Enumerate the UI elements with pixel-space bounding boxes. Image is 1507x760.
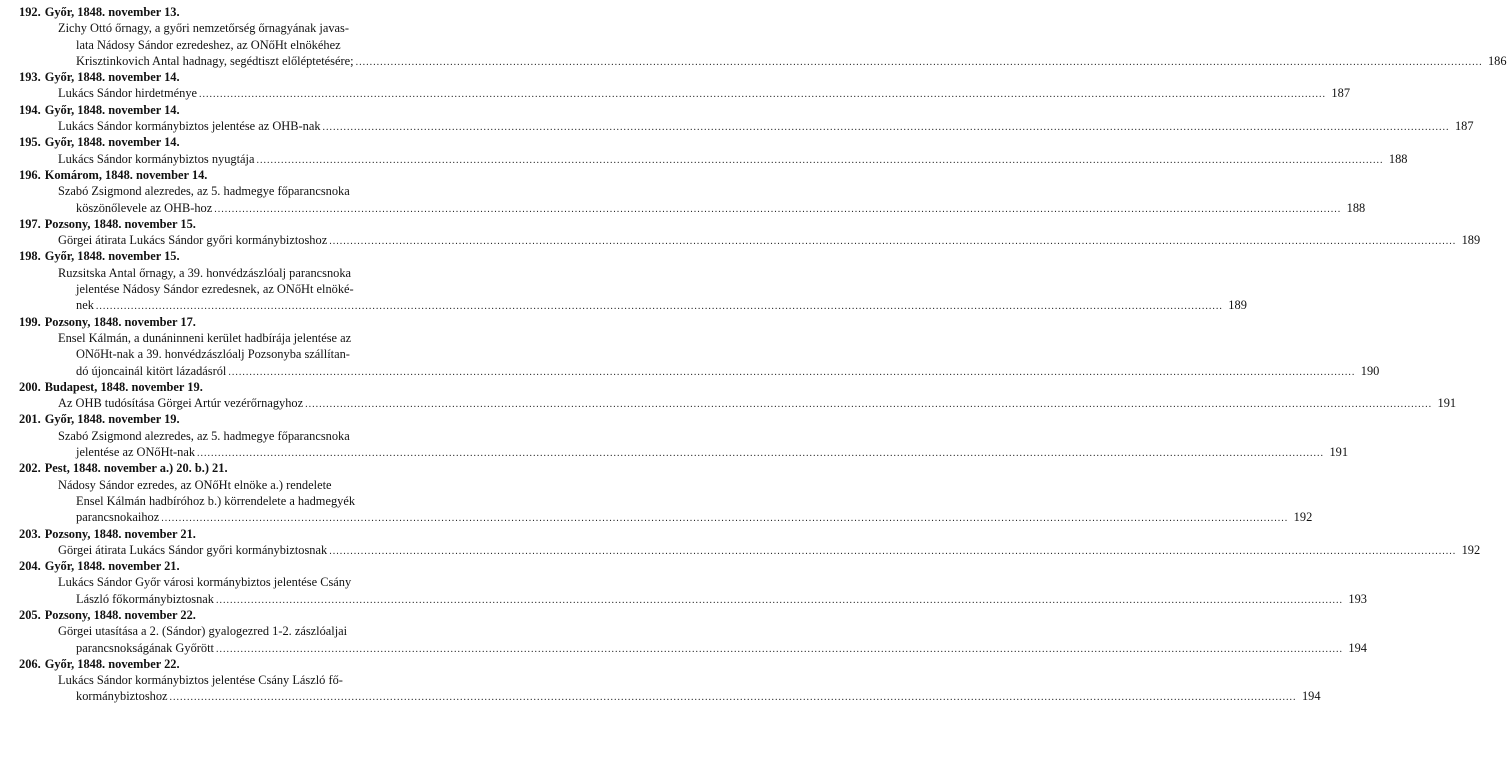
page-number: 187 <box>1454 119 1474 134</box>
entry-description-last: parancsnokságának Győrött <box>76 640 214 655</box>
page-number: 186 <box>1487 53 1507 68</box>
page-number: 194 <box>1301 689 1321 704</box>
entry-number: 198. <box>19 249 41 264</box>
dot-leader: .................................................................................................................................................................................................................................................................................................................................. <box>215 643 1343 655</box>
entry-place-date: Győr, 1848. november 14. <box>44 70 180 85</box>
toc-entry-197 <box>0 216 1481 249</box>
entry-description-last: Lukács Sándor kormánybiztos nyugtája <box>58 151 255 166</box>
page-number: 190 <box>1360 363 1380 378</box>
entry-description-line: Nádosy Sándor ezredes, az ONőHt elnöke a.) rendelete <box>58 477 332 492</box>
entry-place-date: Pozsony, 1848. november 21. <box>44 526 196 541</box>
entry-description-line: Zichy Ottó őrnagy, a győri nemzetőrség őrnagyának javas- <box>58 21 349 36</box>
entry-heading <box>0 69 536 85</box>
dot-leader: .................................................................................................................................................................................................................................................................................................................................. <box>355 56 1483 68</box>
entry-description-line: Lukács Sándor kormánybiztos jelentése Csány László fő- <box>58 673 343 688</box>
entry-number: 195. <box>19 135 41 150</box>
dot-leader: .................................................................................................................................................................................................................................................................................................................................. <box>305 399 1433 411</box>
entry-heading <box>0 607 536 623</box>
entry-heading <box>0 411 536 427</box>
entry-place-date: Győr, 1848. november 14. <box>44 102 180 117</box>
dot-leader: .................................................................................................................................................................................................................................................................................................................................. <box>214 203 1342 215</box>
page-number: 193 <box>1348 591 1367 606</box>
page-number: 192 <box>1293 510 1313 525</box>
entry-leader-line <box>0 297 1247 313</box>
entry-description-line: Lukács Sándor Győr városi kormánybiztos jelentése Csány <box>58 575 352 590</box>
entry-heading <box>0 558 536 574</box>
entry-place-date: Pozsony, 1848. november 22. <box>44 607 196 622</box>
entry-number: 197. <box>19 216 41 231</box>
entry-description-line: ONőHt-nak a 39. honvédzászlóalj Pozsonyba szállítan- <box>76 347 350 362</box>
entry-description-line: Ensel Kálmán, a dunáninneni kerület hadbírája jelentése az <box>58 330 352 345</box>
entry-number: 203. <box>19 526 41 541</box>
entry-description-last: Krisztinkovich Antal hadnagy, segédtiszt előléptetésére; <box>76 53 354 68</box>
entry-heading <box>0 134 536 150</box>
entry-description-line: Szabó Zsigmond alezredes, az 5. hadmegye főparancsnoka <box>58 184 350 199</box>
dot-leader: .................................................................................................................................................................................................................................................................................................................................. <box>197 448 1325 460</box>
entry-leader-line <box>0 542 1481 558</box>
entry-description-last: jelentése az ONőHt-nak <box>76 445 196 460</box>
entry-description-last: László főkormánybiztosnak <box>76 591 214 606</box>
dot-leader: .................................................................................................................................................................................................................................................................................................................................. <box>228 366 1356 378</box>
entry-heading <box>0 314 536 330</box>
toc-entry-195 <box>0 134 1408 167</box>
entry-heading <box>0 379 536 395</box>
entry-description-last: Lukács Sándor hirdetménye <box>58 86 198 101</box>
entry-description-line: Ensel Kálmán hadbíróhoz b.) körrendelete a hadmegyék <box>76 493 356 508</box>
toc-entry-198 <box>0 248 1247 313</box>
entry-place-date: Komárom, 1848. november 14. <box>44 167 208 182</box>
dot-leader: .................................................................................................................................................................................................................................................................................................................................. <box>329 236 1457 248</box>
entry-description-last: nek <box>76 298 94 313</box>
entry-leader-line <box>0 85 1351 101</box>
entry-heading <box>0 4 536 20</box>
toc-entry-200 <box>0 379 1457 412</box>
entry-heading <box>0 167 536 183</box>
entry-place-date: Pozsony, 1848. november 15. <box>44 216 196 231</box>
entry-number: 196. <box>19 167 41 182</box>
entry-description-last: parancsnokaihoz <box>76 510 160 525</box>
entry-number: 202. <box>19 461 41 476</box>
entry-place-date: Győr, 1848. november 22. <box>44 656 180 671</box>
entry-heading <box>0 526 536 542</box>
entry-leader-line <box>0 118 1474 134</box>
entry-number: 194. <box>19 102 41 117</box>
entry-place-date: Pest, 1848. november a.) 20. b.) 21. <box>44 461 228 476</box>
entry-description-last: kormánybiztoshoz <box>76 689 168 704</box>
entry-leader-line <box>0 232 1481 248</box>
page-number: 191 <box>1329 445 1349 460</box>
entry-number: 205. <box>19 607 41 622</box>
entry-description-last: Az OHB tudósítása Görgei Artúr vezérőrnagyhoz <box>58 396 304 411</box>
entry-leader-line <box>0 509 1313 525</box>
entry-leader-line <box>0 444 1349 460</box>
entry-description-last: dó újoncainál kitört lázadásról <box>76 363 227 378</box>
dot-leader: .................................................................................................................................................................................................................................................................................................................................. <box>322 122 1450 134</box>
entry-description-line: jelentése Nádosy Sándor ezredesnek, az ONőHt elnöké- <box>76 282 354 297</box>
entry-heading <box>0 102 536 118</box>
dot-leader: .................................................................................................................................................................................................................................................................................................................................. <box>256 154 1384 166</box>
dot-leader: .................................................................................................................................................................................................................................................................................................................................. <box>169 692 1297 704</box>
entry-number: 206. <box>19 656 41 671</box>
entry-place-date: Győr, 1848. november 13. <box>44 5 180 19</box>
entry-description-last: köszönőlevele az OHB-hoz <box>76 200 213 215</box>
entry-description-line: Görgei utasítása a 2. (Sándor) gyalogezred 1-2. zászlóaljai <box>58 624 348 639</box>
entry-description-line: lata Nádosy Sándor ezredeshez, az ONőHt elnökéhez <box>76 37 341 52</box>
entry-description-last: Lukács Sándor kormánybiztos jelentése az OHB-nak <box>58 119 321 134</box>
entry-number: 204. <box>19 559 41 574</box>
entry-description-last: Görgei átirata Lukács Sándor győri kormánybiztoshoz <box>58 233 328 248</box>
toc-entry-202 <box>0 460 1313 525</box>
entry-heading <box>0 216 536 232</box>
toc-entry-194 <box>0 102 1474 135</box>
entry-heading <box>0 248 536 264</box>
entry-number: 193. <box>19 70 41 85</box>
entry-place-date: Győr, 1848. november 21. <box>44 559 180 574</box>
entry-leader-line <box>0 688 1321 704</box>
entry-description-line: Szabó Zsigmond alezredes, az 5. hadmegye főparancsnoka <box>58 428 350 443</box>
toc-entry-192 <box>0 4 1507 69</box>
toc-entry-204 <box>0 558 1367 607</box>
page-number: 187 <box>1331 86 1351 101</box>
entry-leader-line <box>0 151 1408 167</box>
page-number: 188 <box>1388 151 1408 166</box>
toc-entry-196 <box>0 167 1366 216</box>
entry-place-date: Pozsony, 1848. november 17. <box>44 314 196 329</box>
page-number: 188 <box>1346 200 1366 215</box>
dot-leader: .................................................................................................................................................................................................................................................................................................................................. <box>161 513 1289 525</box>
page-number: 189 <box>1461 233 1481 248</box>
dot-leader: .................................................................................................................................................................................................................................................................................................................................. <box>215 594 1343 606</box>
toc-entry-193 <box>0 69 1351 102</box>
page-number: 191 <box>1437 396 1457 411</box>
entry-leader-line <box>0 53 1507 69</box>
entry-place-date: Budapest, 1848. november 19. <box>44 379 203 394</box>
page-number: 194 <box>1348 640 1367 655</box>
entry-leader-line <box>0 363 1380 379</box>
entry-number: 199. <box>19 314 41 329</box>
page-number: 192 <box>1461 542 1481 557</box>
toc-entry-203 <box>0 526 1481 559</box>
entry-description-line: Ruzsitska Antal őrnagy, a 39. honvédzászlóalj parancsnoka <box>58 265 352 280</box>
entry-leader-line <box>0 395 1457 411</box>
toc-entry-201 <box>0 411 1349 460</box>
toc-entry-205 <box>0 607 1367 656</box>
entry-heading <box>0 656 536 672</box>
entry-number: 201. <box>19 412 41 427</box>
entry-place-date: Győr, 1848. november 14. <box>44 135 180 150</box>
entry-number: 192. <box>19 5 41 19</box>
entry-heading <box>0 460 536 476</box>
table-of-contents-page <box>0 4 1507 705</box>
entry-number: 200. <box>19 379 41 394</box>
page-number: 189 <box>1228 298 1247 313</box>
entry-place-date: Győr, 1848. november 15. <box>44 249 180 264</box>
dot-leader: .................................................................................................................................................................................................................................................................................................................................. <box>199 89 1327 101</box>
dot-leader: .................................................................................................................................................................................................................................................................................................................................. <box>329 545 1457 557</box>
entry-leader-line <box>0 200 1366 216</box>
entry-leader-line <box>0 591 1367 607</box>
entry-leader-line <box>0 640 1367 656</box>
dot-leader: .................................................................................................................................................................................................................................................................................................................................. <box>95 301 1223 313</box>
toc-entry-206 <box>0 656 1321 705</box>
toc-entry-199 <box>0 314 1380 379</box>
entry-place-date: Győr, 1848. november 19. <box>44 412 180 427</box>
entry-description-last: Görgei átirata Lukács Sándor győri kormánybiztosnak <box>58 542 328 557</box>
